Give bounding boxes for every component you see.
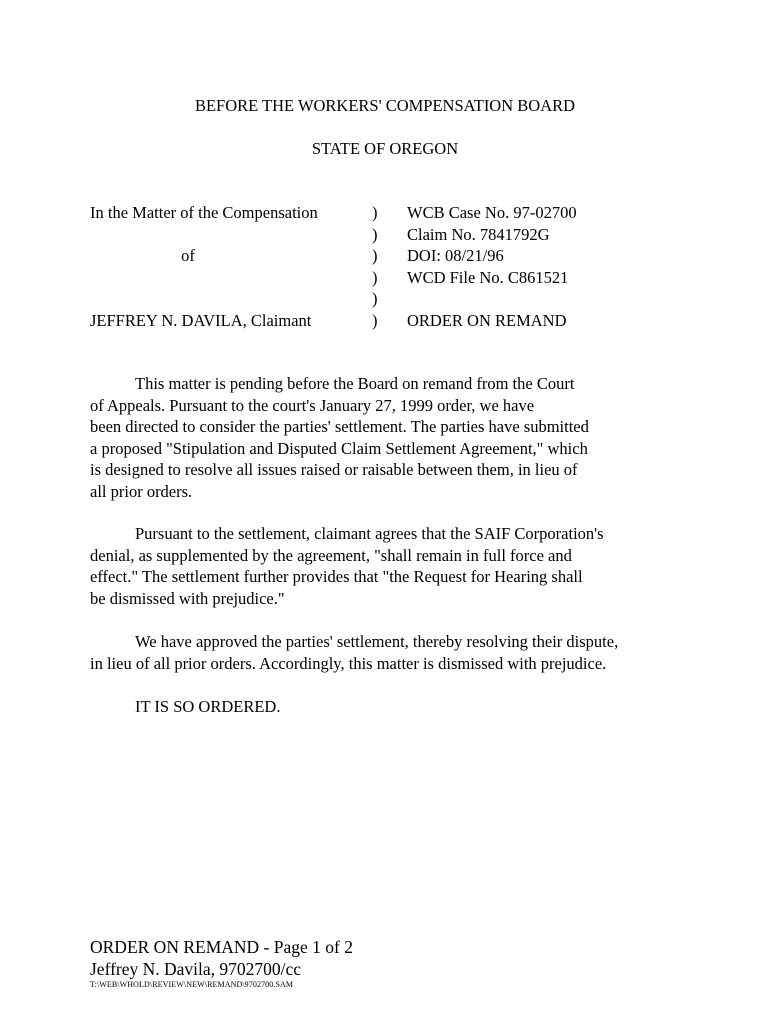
paragraph-remand <box>90 373 750 503</box>
paragraph-line: We have approved the parties' settlement, thereby resolving their dispute, <box>135 632 619 651</box>
caption-paren: ) <box>372 246 378 266</box>
caption-matter-line: In the Matter of the Compensation <box>90 203 318 222</box>
paragraph-line: a proposed "Stipulation and Disputed Claim Settlement Agreement," which <box>90 438 588 458</box>
paragraph-line: in lieu of all prior orders. Accordingly, this matter is dismissed with prejudice. <box>90 653 607 673</box>
closing-line: IT IS SO ORDERED. <box>135 697 281 716</box>
state-heading: STATE OF OREGON <box>311 139 459 158</box>
wcb-case-number: WCB Case No. 97-02700 <box>407 203 577 222</box>
order-title: ORDER ON REMAND <box>407 311 567 330</box>
wcd-file-number: WCD File No. C861521 <box>407 267 569 287</box>
paragraph-settlement <box>90 523 750 609</box>
paragraph-line: denial, as supplemented by the agreement, "shall remain in full force and <box>90 545 572 565</box>
caption-paren: ) <box>372 267 378 287</box>
caption-claimant-line: JEFFREY N. DAVILA, Claimant <box>90 311 312 330</box>
paragraph-line: be dismissed with prejudice." <box>90 588 285 608</box>
claim-number: Claim No. 7841792G <box>407 224 550 244</box>
caption-paren: ) <box>372 203 378 222</box>
paragraph-line: all prior orders. <box>90 481 193 501</box>
caption-of-line: of <box>181 246 195 265</box>
date-of-injury: DOI: 08/21/96 <box>407 246 504 266</box>
closing-order <box>90 696 750 718</box>
board-heading: BEFORE THE WORKERS' COMPENSATION BOARD <box>194 96 576 115</box>
caption-paren: ) <box>372 311 378 330</box>
paragraph-line: of Appeals. Pursuant to the court's January 27, 1999 order, we have <box>90 395 535 415</box>
caption-paren: ) <box>372 224 378 244</box>
paragraph-line: been directed to consider the parties' settlement. The parties have submitted <box>90 417 589 437</box>
paragraph-approval <box>90 631 750 674</box>
paragraph-line: is designed to resolve all issues raised or raisable between them, in lieu of <box>90 460 578 480</box>
footer-name-line: Jeffrey N. Davila, 9702700/cc <box>90 959 302 979</box>
footer-file-path: T:\WEB\WHOLD\REVIEW\NEW\REMAND\9702700.SAM <box>90 980 294 989</box>
caption-paren: ) <box>372 289 378 309</box>
paragraph-line: Pursuant to the settlement, claimant agrees that the SAIF Corporation's <box>135 524 604 543</box>
paragraph-line: effect." The settlement further provides that "the Request for Hearing shall <box>90 567 583 587</box>
footer-page-label: ORDER ON REMAND - Page 1 of 2 <box>90 937 353 957</box>
paragraph-line: This matter is pending before the Board on remand from the Court <box>135 374 575 393</box>
